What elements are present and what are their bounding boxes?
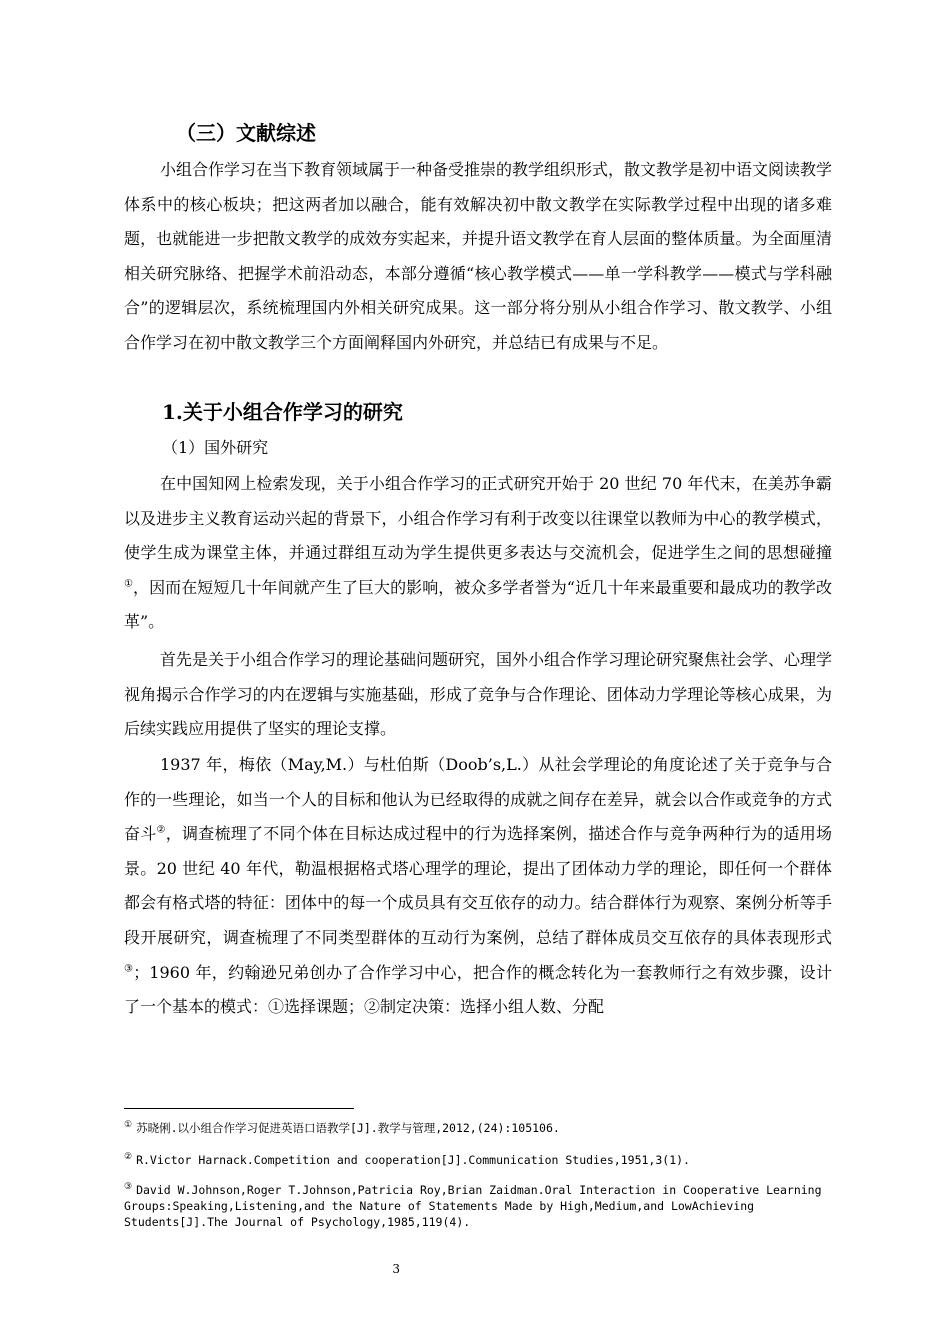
- footnote-ref-2[interactable]: ②: [156, 824, 166, 836]
- footnote-1: [124, 1120, 824, 1136]
- footnote-text: David W.Johnson,Roger T.Johnson,Patricia Roy,Brian Zaidman.Oral Interaction in Cooperative Learning Groups:Speaking,Listening,and the Nature of Statements Made by High,Medium,and LowAchieving Students[J].The Journal of Psychology,1985,119(4).: [124, 1183, 822, 1229]
- page-number-container: [0, 1262, 810, 1276]
- subsection-title: 1.关于小组合作学习的研究: [162, 400, 403, 424]
- paragraph-text: ，因而在短短几十年间就产生了巨大的影响，被众多学者誉为“近几十年来最重要和最成功的教学改革”。: [124, 577, 832, 632]
- paragraph-text: ；1960 年，约翰逊兄弟创办了合作学习中心，把合作的概念转化为一套教师行之有效步骤，设计了一个基本的模式：①选择课题；②制定决策：选择小组人数、分配: [124, 962, 832, 1017]
- footnote-3: [124, 1182, 824, 1230]
- footnote-text: R.Victor Harnack.Competition and cooperation[J].Communication Studies,1951,3(1).: [136, 1153, 690, 1167]
- footnote-ref-3[interactable]: ③: [124, 963, 134, 975]
- paragraph-text: 在中国知网上检索发现，关于小组合作学习的正式研究开始于 20 世纪 70 年代末，在美苏争霸以及进步主义教育运动兴起的背景下，小组合作学习有利于改变以往课堂以教师为中心的教学模式，使学生成为课堂主体，并通过群组互动为学生提供更多表达与交流机会，促进学生之间的思想碰撞: [124, 474, 832, 563]
- footnote-separator: [124, 1108, 354, 1109]
- footnote-mark: ③: [124, 1182, 133, 1193]
- paragraph-text: ，调查梳理了不同个体在目标达成过程中的行为选择案例，描述合作与竞争两种行为的适用场景。20 世纪 40 年代，勒温根据格式塔心理学的理论，提出了团体动力学的理论，即任何一个群体都会有格式塔的特征：团体中的每一个成员具有交互依存的动力。结合群体行为观察、案例分析等手段开展研究，调查梳理了不同类型群体的互动行为案例，总结了群体成员交互依存的具体表现形式: [124, 824, 832, 947]
- paragraph-text: 1937 年，梅依（May,M.）与杜伯斯（Doob’s,L.）从社会学理论的角度论述了关于竞争与合作的一些理论，如当一个人的目标和他认为已经取得的成就之间存在差异，就会以合作或竞争的方式奋斗: [124, 755, 832, 844]
- footnote-2: [124, 1152, 824, 1168]
- footnote-mark: ②: [124, 1152, 133, 1163]
- page-number: 3: [392, 1262, 400, 1276]
- footnote-ref-1[interactable]: ①: [124, 578, 134, 590]
- footnote-mark: ①: [124, 1120, 133, 1131]
- footnote-text: 苏晓俐.以小组合作学习促进英语口语教学[J].教学与管理,2012,(24):105106.: [136, 1121, 560, 1135]
- intro-paragraph: 小组合作学习在当下教育领域属于一种备受推崇的教学组织形式，散文教学是初中语文阅读教学体系中的核心板块；把这两者加以融合，能有效解决初中散文教学在实际教学过程中出现的诸多难题，也就能进一步把散文教学的成效夯实起来，并提升语文教学在育人层面的整体质量。为全面厘清相关研究脉络、把握学术前沿动态，本部分遵循“核心教学模式——单一学科教学——模式与学科融合”的逻辑层次，系统梳理国内外相关研究成果。这一部分将分别从小组合作学习、散文教学、小组合作学习在初中散文教学三个方面阐释国内外研究，并总结已有成果与不足。: [124, 160, 833, 352]
- subsubsection-title: （1）国外研究: [162, 438, 269, 457]
- foreign-research-paragraph: [124, 467, 832, 640]
- history-paragraph: [124, 748, 832, 1025]
- section-title: （三）文献综述: [176, 121, 316, 145]
- theory-paragraph: 首先是关于小组合作学习的理论基础问题研究，国外小组合作学习理论研究聚焦社会学、心理学视角揭示合作学习的内在逻辑与实施基础，形成了竞争与合作理论、团体动力学理论等核心成果，为后续实践应用提供了坚实的理论支撑。: [124, 650, 833, 739]
